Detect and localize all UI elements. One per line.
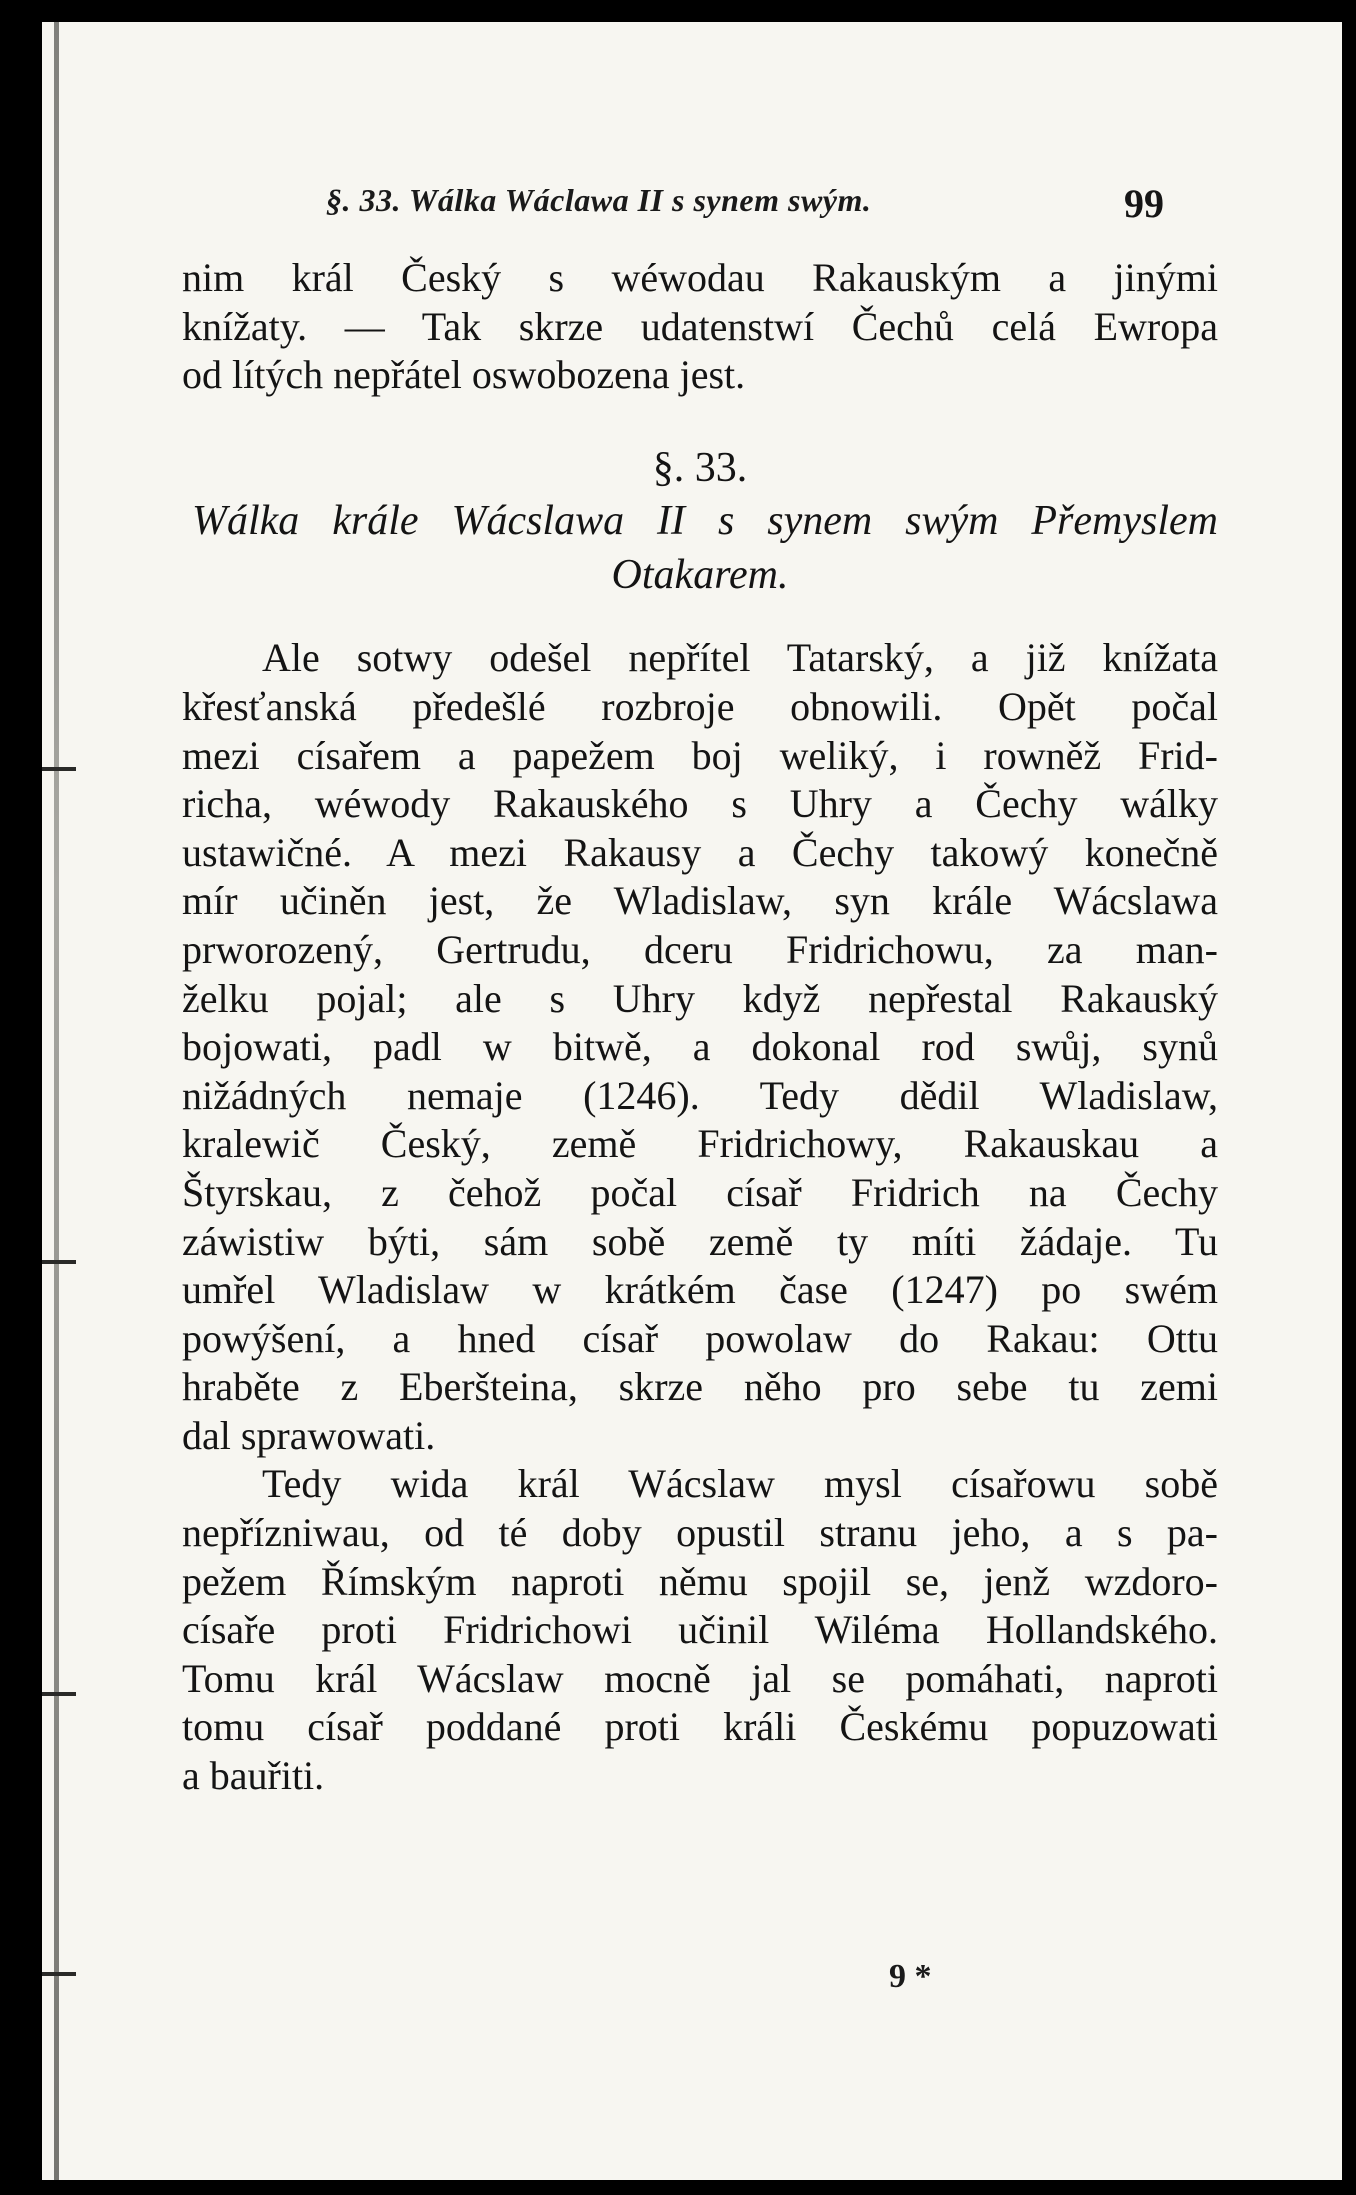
text-line: želku pojal; ale s Uhry když nepřestal Rakauský bbox=[182, 975, 1218, 1021]
text-line: kralewič Český, země Fridrichowy, Rakauskau a bbox=[182, 1121, 1218, 1167]
book-page bbox=[42, 22, 1342, 2180]
body-text bbox=[182, 254, 1218, 1801]
text-line: Štyrskau, z čehož počal císař Fridrich na Čechy bbox=[182, 1169, 1218, 1215]
text-line: záwistiw býti, sám sobě země ty míti žádaje. Tu bbox=[182, 1218, 1218, 1264]
text-line: císaře proti Fridrichowi učinil Wiléma Hollandského. bbox=[182, 1607, 1218, 1653]
text-line: bojowati, padl w bitwě, a dokonal rod swůj, synů bbox=[182, 1024, 1218, 1070]
spine-mark bbox=[42, 1260, 76, 1264]
paragraph-gap bbox=[182, 602, 1218, 634]
text-line: nižádných nemaje (1246). Tedy dědil Wladislaw, bbox=[182, 1072, 1218, 1118]
page-spine-edge bbox=[54, 22, 59, 2180]
running-title: §. 33. Wálka Wáclawa II s synem swým. bbox=[326, 182, 872, 218]
text-line: a bauřiti. bbox=[182, 1753, 325, 1799]
spine-mark bbox=[42, 767, 76, 771]
text-line: křesťanská předešlé rozbroje obnowili. Opět počal bbox=[182, 683, 1218, 729]
text-line: nepřízniwau, od té doby opustil stranu jeho, a s pa- bbox=[182, 1510, 1218, 1556]
section-title-line: Wálka krále Wácslawa II s synem swým Přemyslem bbox=[192, 498, 1218, 545]
text-line: ustawičné. A mezi Rakausy a Čechy takowý konečně bbox=[182, 829, 1218, 875]
section-number: §. 33. bbox=[652, 444, 748, 491]
text-line: prworozený, Gertrudu, dceru Fridrichowu, za man- bbox=[182, 926, 1218, 972]
text-line: pežem Římským naproti němu spojil se, jenž wzdoro- bbox=[182, 1558, 1218, 1604]
text-line: mír učiněn jest, že Wladislaw, syn krále Wácslawa bbox=[182, 878, 1218, 924]
text-line: umřel Wladislaw w krátkém čase (1247) po swém bbox=[182, 1267, 1218, 1313]
text-line: hraběte z Eberšteina, skrze něho pro sebe tu zemi bbox=[182, 1364, 1218, 1410]
section-title bbox=[182, 494, 1218, 602]
text-line: knížaty. — Tak skrze udatenstwí Čechů celá Ewropa bbox=[182, 303, 1218, 349]
text-line: nim král Český s wéwodau Rakauským a jinými bbox=[182, 255, 1218, 300]
signature-mark: 9 * bbox=[889, 1958, 932, 1995]
text-line: Tomu král Wácslaw mocně jal se pomáhati, naproti bbox=[182, 1655, 1218, 1701]
text-line: dal sprawowati. bbox=[182, 1412, 436, 1458]
text-line: od lítých nepřátel oswobozena jest. bbox=[182, 352, 746, 398]
spine-mark bbox=[42, 1692, 76, 1696]
text-line: richa, wéwody Rakauského s Uhry a Čechy wálky bbox=[182, 781, 1218, 827]
spine-mark bbox=[42, 1972, 76, 1976]
text-line: powýšení, a hned císař powolaw do Rakau: Ottu bbox=[182, 1315, 1218, 1361]
text-line: Ale sotwy odešel nepřítel Tatarský, a již knížata bbox=[262, 635, 1218, 681]
running-head bbox=[42, 181, 1342, 226]
page-number: 99 bbox=[1124, 181, 1164, 226]
text-line: tomu císař poddané proti králi Českému popuzowati bbox=[182, 1704, 1218, 1750]
text-line: Tedy wida král Wácslaw mysl císařowu sobě bbox=[262, 1461, 1218, 1507]
text-line: mezi císařem a papežem boj weliký, i rowněž Frid- bbox=[182, 732, 1218, 778]
section-title-line: Otakarem. bbox=[611, 552, 789, 599]
